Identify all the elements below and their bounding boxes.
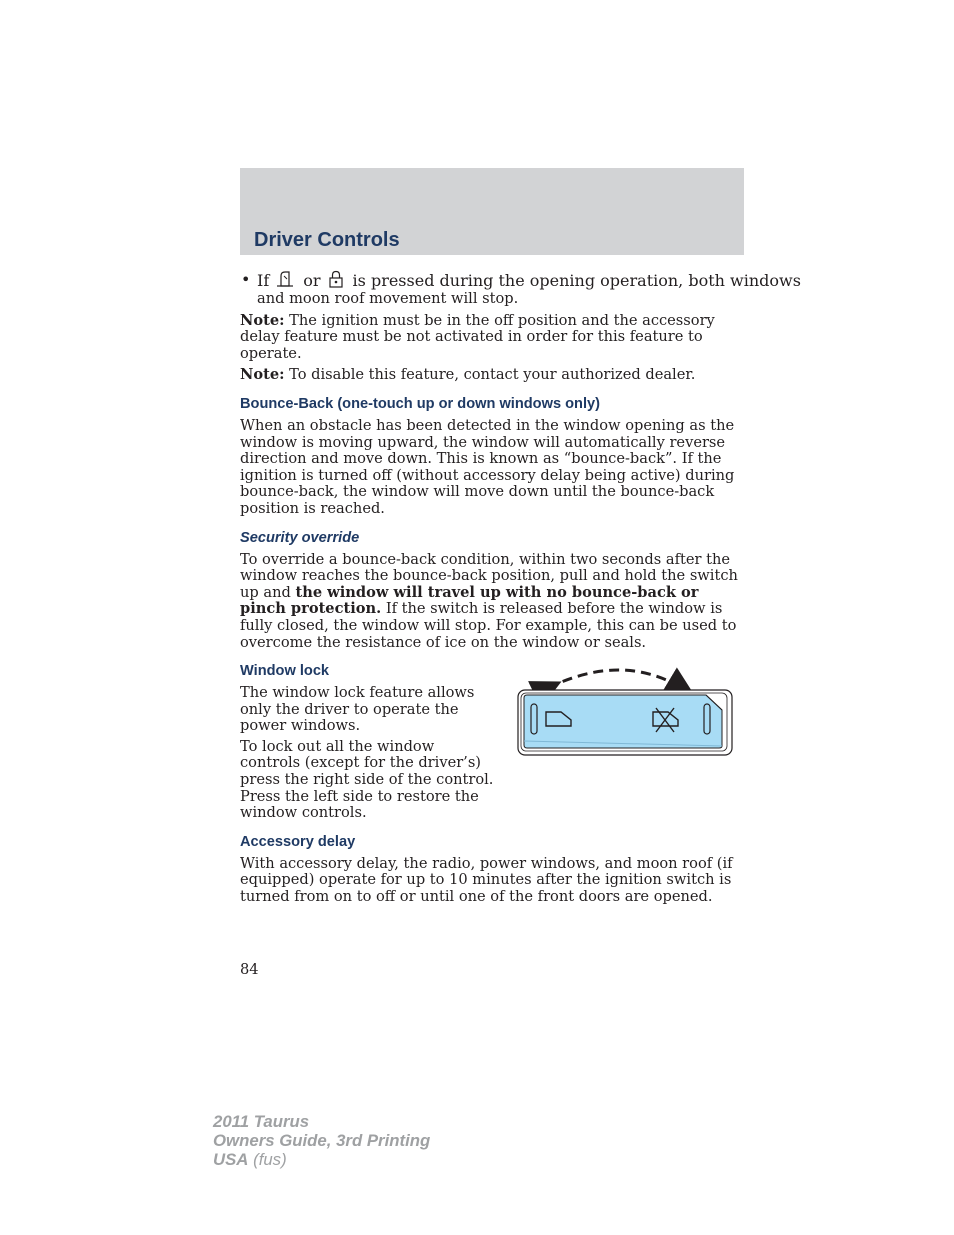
- bullet-text-if: If: [257, 271, 270, 290]
- body-window-lock-2: To lock out all the window controls (except for the driver’s) press the right side of the control. Press the left side to restore the window controls.: [240, 737, 494, 822]
- bullet-line-2: and moon roof movement will stop.: [257, 290, 519, 307]
- footer-line-2: Owners Guide, 3rd Printing: [213, 1131, 431, 1150]
- section-header: [240, 168, 744, 255]
- body-window-lock-1: The window lock feature allows only the driver to operate the power windows.: [240, 684, 475, 735]
- footer-line-3: [213, 1150, 430, 1169]
- window-lock-switch-figure: [516, 662, 734, 758]
- bullet-text-rest: is pressed during the opening operation, both windows: [352, 271, 801, 290]
- page-number: 84: [240, 961, 259, 978]
- footer-country: USA: [213, 1150, 249, 1169]
- body-bounce-back: When an obstacle has been detected in the window opening as the window is moving upward, the window will automatically reverse direction and move down. This is known as “bounce-back”. If the ignition is turned off (without accessory delay being active) during bounce-back, the window will move down until the bounce-back position is reached.: [240, 416, 735, 517]
- page-content: [240, 270, 801, 906]
- heading-window-lock: Window lock: [240, 663, 330, 680]
- bullet-line-1: [257, 270, 801, 291]
- section-security-override: [240, 530, 744, 652]
- section-bounce-back: [240, 396, 744, 518]
- note-ignition: [240, 313, 744, 363]
- security-text-a: To override a bounce-back condition, within two seconds after the window reaches the bounce-back position, pull and hold the switch up and: [240, 550, 738, 601]
- section-title: Driver Controls: [254, 229, 400, 251]
- section-accessory-delay: [240, 834, 744, 906]
- heading-accessory-delay: Accessory delay: [240, 833, 356, 850]
- note-label: Note:: [240, 311, 285, 329]
- footer-code: (fus): [248, 1150, 287, 1169]
- document-footer: [213, 1112, 430, 1169]
- body-accessory-delay: With accessory delay, the radio, power windows, and moon roof (if equipped) operate for up to 10 minutes after the ignition switch is turned from on to off or until one of the front doors are opened.: [240, 854, 733, 906]
- note-text: The ignition must be in the off position and the accessory delay feature must be not activated in order for this feature to operate.: [240, 311, 715, 362]
- heading-bounce-back: Bounce-Back (one-touch up or down windows only): [240, 395, 600, 412]
- switch-rocker: [524, 695, 722, 748]
- bullet-text-or: or: [303, 271, 321, 290]
- security-text-b: If the switch is released before the window is fully closed, the window will stop. For example, this can be used to overcome the resistance of ice on the window or seals.: [240, 600, 737, 651]
- bullet-item: [240, 270, 801, 308]
- note-label: Note:: [240, 366, 285, 384]
- footer-line-1: 2011 Taurus: [213, 1112, 310, 1131]
- body-security-override: [240, 552, 744, 652]
- note-text: To disable this feature, contact your authorized dealer.: [284, 366, 696, 384]
- note-disable: [240, 367, 744, 384]
- heading-security-override: Security override: [240, 529, 360, 546]
- security-text-bold: the window will travel up with no bounce-back or pinch protection.: [240, 583, 699, 618]
- double-arrow-icon: [548, 670, 682, 688]
- bullet-dot: •: [241, 270, 251, 289]
